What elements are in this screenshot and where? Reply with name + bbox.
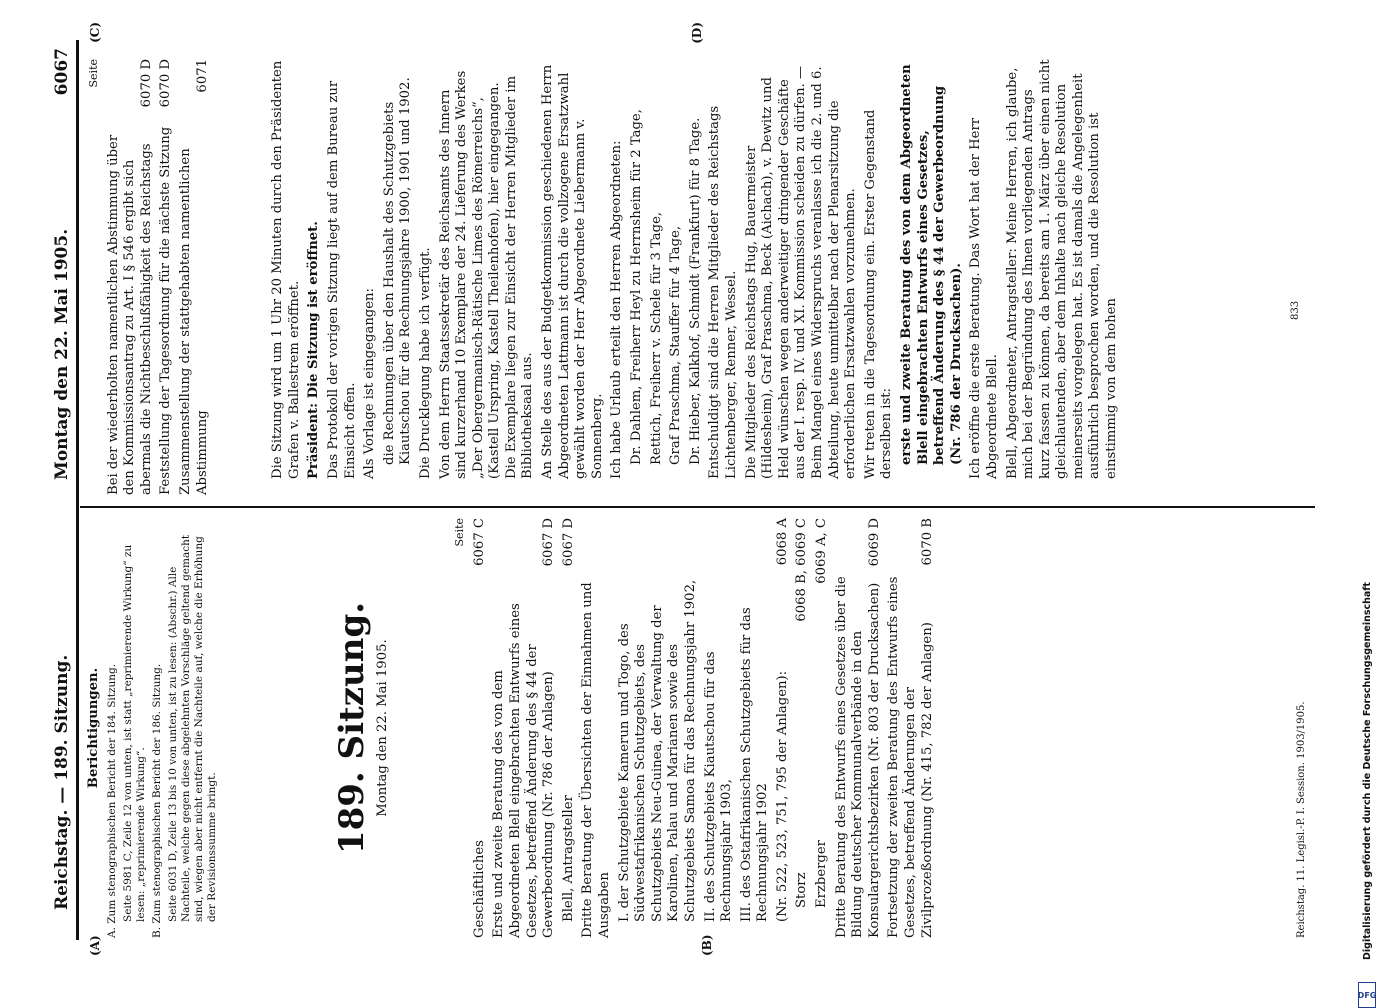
toc-item-page: 6068 A [774,518,790,566]
toc-item-page: 6067 C [471,518,487,566]
header-center: Montag den 22. Mai 1905. [52,228,72,480]
corrections-title: Berichtigungen. [86,667,101,789]
body-paragraph: Die Mitglieder des Reichstags Hug, Bauermeister (Hildesheim), Graf Praschma, Beck (Aichach), v. Dewitz und Held wünschen wegen anderweitiger dringender Geschäfte aus der I. resp. IV. und XI. Kommission scheiden zu dürfen. — Beim Mangel eines Widerspruchs veranlasse ich die 2. und 6. Abteilung, heute unmittelbar nach der Plenarsitzung die erforderlichen Ersatzwahlen vorzunehmen. [743,65,859,479]
toc-item-page: 6070 D [138,59,154,108]
toc-item [580,518,613,938]
body-paragraph: Entschuldigt sind die Herren Mitglieder des Reichstags Lichtenberger, Renner, Wessel. [707,105,739,479]
toc-item [814,518,831,938]
toc-item [106,59,156,495]
toc-item-text: Fortsetzung der zweiten Beratung des Entwurfs eines Gesetzes, betreffend Änderungen der Zivilprozeßordnung (Nr. 415, 782 der Anlagen) [886,576,935,938]
body-paragraph: Von dem Herrn Staatssekretär des Reichsamts des Innern sind kurzerhand 10 Exemplare der 24. Lieferung des Werkes „Der Obergermanisch-Rätische Limes des Römerreichs“, (Kastell Urspring, Kastell Theilenhofen), hier eingegangen. Die Exemplare liegen zur Einsicht der Herren Mitglieder im Bibliotheksaal aus. [437,70,536,479]
toc-item-page: 6067 D [541,518,557,567]
toc-item-text: Zusammenstellung der stattgehabten namentlichen Abstimmung [177,148,210,495]
toc-item-text: Feststellung der Tagesordnung für die nächste Sitzung [158,126,174,495]
body-paragraph: die Rechnungen über den Haushalt des Schutzgebiets Kiautschou für die Rechnungsjahre 1900, 1901 und 1902. [381,77,414,465]
header-left: Reichstag. — 189. Sitzung. [52,654,72,910]
toc-item-page: 6071 [194,59,210,93]
toc-item [617,518,700,938]
body-paragraph: Als Vorlage ist eingegangen: [362,288,378,479]
corrections-a-heading: A. Zum stenographischen Bericht der 184. Sitzung. [105,663,118,938]
corrections-b-text: Seite 6031 D, Zeile 13 bis 10 von unten, ist zu lesen: (Abschr.) Alle Nachteile, welche gegen diese abgelehnten Vorschläge geltend gemacht sind, wiegen aber nicht entfernt die Nachteile auf, welche die Erhöhung der Revisionssumme bringt. [166,534,218,922]
left-column [86,518,939,938]
toc-item-text: Erste und zweite Beratung des von dem Abgeordneten Blell eingebrachten Entwurfs eines Gesetzes, betreffend Änderung des § 44 der Gewerbeordnung (Nr. 786 der Anlagen) [491,603,557,938]
corrections-block [86,518,219,938]
footer-left: Reichstag. 11. Legisl.-P. I. Session. 1903/1905. [1296,701,1307,938]
toc-item-page: 6069 A, C [814,518,830,584]
toc-continued [106,59,212,495]
session-body [270,59,1121,495]
toc-item [834,518,884,938]
session-date: Montag den 22. Mai 1905. [374,639,390,817]
toc-item [703,518,736,938]
toc-item [561,518,578,938]
toc-item-text: Erzberger [814,840,830,908]
body-paragraph: Graf Praschma, Stauffer für 4 Tage, [668,225,684,465]
body-paragraph: An Stelle des aus der Budgetkommission geschiedenen Herrn Abgeordneten Lattmann ist durch die vollzogene Ersatzwahl gewählt worden der Herr Abgeordnete Liebermann v. Sonnenberg. [540,64,605,479]
margin-mark-d: (D) [690,22,704,44]
toc-item-text: Geschäftliches [471,840,487,938]
toc-item [886,518,936,938]
page-number: 6067 [52,48,72,96]
corrections-a-text: Seite 5981 C, Zeile 12 von unten, ist statt „reprimierende Wirkung“ zu lesen: „reprimierende Wirkung“. [121,544,147,922]
corrections-b-heading: B. Zum stenographischen Bericht der 186. Sitzung. [150,663,163,938]
toc-seite-label: Seite [453,518,467,547]
body-paragraph: erste und zweite Beratung des von dem Abgeordneten Blell eingebrachten Entwurfs eines Gesetzes, betreffend Änderung des § 44 der Gewerbeordnung (Nr. 786 der Drucksachen). [898,64,964,465]
toc-item-text: Dritte Beratung der Übersichten der Einnahmen und Ausgaben [580,582,612,938]
session-title: 189. Sitzung. [331,601,372,855]
toc-item-page: 6069 D [866,518,882,567]
toc-item-text: III. des Ostafrikanischen Schutzgebiets für das Rechnungsjahr 1902 [738,607,771,922]
toc-item-page: 6070 D [158,59,174,108]
toc-item-text: II. des Schutzgebiets Kiautschou für das Rechnungsjahr 1903, [702,651,735,922]
toc-item-text: (Nr. 522, 523, 751, 795 der Anlagen): [774,670,790,922]
toc-item [794,518,811,938]
col2-seite-label: Seite [87,59,100,88]
toc-item [739,518,772,938]
header-rule [76,40,79,940]
toc-item [491,518,557,938]
body-paragraph: Die Sitzung wird um 1 Uhr 20 Minuten durch den Präsidenten Grafen v. Ballestrem eröffnet. [270,60,302,479]
toc-item-text: Storz [794,872,810,908]
toc-item-page: 6070 B [919,518,935,566]
toc-item-text: I. der Schutzgebiete Kamerun und Togo, des Südwestafrikanischen Schutzgebiets, des Schutzgebiets Neu-Guinea, der Verwaltung der Karolinen, Palau und Marianen sowie des Schutzgebiets Samoa für das Rechnungsjahr 1902, [616,579,698,922]
table-of-contents [472,518,936,938]
toc-item-page: 6067 D [560,518,576,567]
body-paragraph: Die Drucklegung habe ich verfügt. [417,247,433,479]
toc-item-text: Dritte Beratung des Entwurfs eines Gesetzes über die Bildung deutscher Kommunalverbände in den Konsulargerichtsbezirken (Nr. 803 der Drucksachen) [833,576,882,938]
digitization-notice: Digitalisierung gefördert durch die Deutsche Forschungsgemeinschaft [1362,582,1373,960]
column-divider [80,507,1315,509]
body-paragraph: Blell, Abgeordneter, Antragsteller: Meine Herren, ich glaube, mich bei der Begründung des Ihnen vorliegenden Antrags kurz fassen zu können, da bereits am 1. März über einen nicht gleichlautenden, aber dem Inhalte nach gleiche Resolution meinerseits vorgelegen hat. Es ist damals die Angelegenheit ausführlich besprochen worden, und die Resolution ist einstimmig von dem hohen [1004,59,1120,479]
body-paragraph: Wir treten in die Tagesordnung ein. Erster Gegenstand derselben ist: [862,109,895,479]
body-paragraph: Dr. Dahlem, Freiherr Heyl zu Herrnsheim für 2 Tage, [629,109,645,465]
toc-item [775,518,792,938]
margin-mark-b: (B) [700,934,714,956]
body-paragraph: Dr. Hieber, Kalkhof, Schmidt (Frankfurt) für 8 Tage. [687,117,703,465]
dfg-logo: DFG [1358,982,1376,1008]
margin-mark-c: (C) [88,22,102,43]
toc-item [472,518,489,938]
body-paragraph: Rettich, Freiherr v. Schele für 3 Tage, [648,211,664,465]
body-paragraph: Präsident: Die Sitzung ist eröffnet. [306,221,322,479]
body-paragraph: Das Protokoll der vorigen Sitzung liegt auf dem Bureau zur Einsicht offen. [325,80,358,479]
toc-item-text: Bei der wiederholten namentlichen Abstimmung über den Kommissionsantrag zu Art. I § 546 ergibt sich abermals die Nichtbeschlußfähigkeit des Reichstags [105,134,154,495]
right-column [86,59,1124,495]
toc-item [158,59,175,495]
body-paragraph: Ich habe Urlaub erteilt den Herren Abgeordneten: [609,140,625,479]
body-paragraph: Ich eröffne die erste Beratung. Das Wort hat der Herr Abgeordnete Blell. [968,117,1000,479]
toc-item [178,59,211,495]
page-signature: 833 [1290,300,1301,320]
margin-mark-a: (A) [88,935,102,956]
toc-item-page: 6068 B, 6069 C [794,518,810,622]
toc-item-text: Blell, Antragsteller [560,795,576,922]
